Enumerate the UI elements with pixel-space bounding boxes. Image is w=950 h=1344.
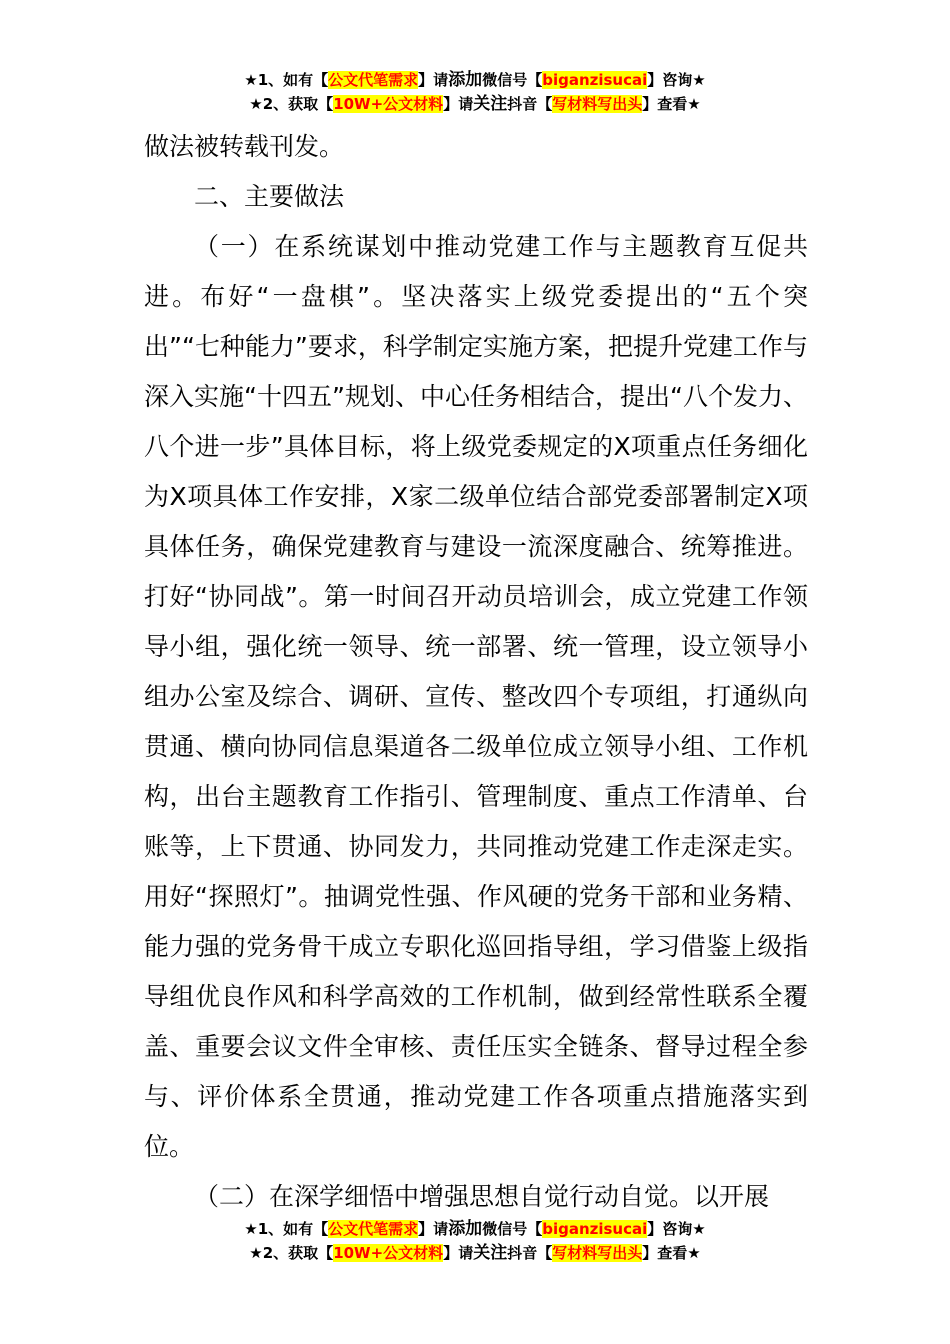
banner-text: ★2、获取【 [249,95,334,113]
banner-text: 微信号【 [482,1220,543,1238]
banner-text: ★1、如有【 [244,1220,329,1238]
banner-highlight: 10W+公文材料 [333,95,444,113]
banner-text: 】请 [418,1220,449,1238]
banner-line-1 [0,68,950,92]
banner-highlight: biganzisucai [542,1220,648,1238]
banner-highlight: 写材料写出头 [552,95,643,113]
banner-highlight: 10W+公文材料 [333,1244,444,1262]
banner-highlight: 公文代笔需求 [328,71,419,89]
banner-text: 】查看★ [642,1244,701,1262]
banner-line-2 [0,1241,950,1265]
banner-line-2 [0,92,950,116]
banner-text: 】咨询★ [647,1220,706,1238]
footer-banner [0,1217,950,1265]
banner-text: 微信号【 [482,71,543,89]
banner-text: 】请 [443,95,474,113]
banner-line-1 [0,1217,950,1241]
banner-highlight: biganzisucai [542,71,648,89]
banner-highlight: 公文代笔需求 [328,1220,419,1238]
banner-text: 抖音【 [507,95,553,113]
paragraph-section-2: （二）在深学细悟中增强思想自觉行动自觉。以开展 [194,1182,770,1211]
banner-text: ★2、获取【 [249,1244,334,1262]
banner-text: 抖音【 [507,1244,553,1262]
banner-text: 】请 [418,71,449,89]
header-banner [0,68,950,116]
paragraph-section-1: （一）在系统谋划中推动党建工作与主题教育互促共进。布好“一盘棋”。坚决落实上级党委提出的“五个突出”“七种能力”要求，科学制定实施方案，把提升党建工作与深入实施“十四五”规划、中心任务相结合，提出“八个发力、八个进一步”具体目标，将上级党委规定的X项重点任务细化为X项具体工作安排，X家二级单位结合部党委部署制定X项具体任务，确保党建教育与建设一流深度融合、统筹推进。打好“协同战”。第一时间召开动员培训会，成立党建工作领导小组，强化统一领导、统一部署、统一管理，设立领导小组办公室及综合、调研、宣传、整改四个专项组，打通纵向贯通、横向协同信息渠道各二级单位成立领导小组、工作机构，出台主题教育工作指引、管理制度、重点工作清单、台账等，上下贯通、协同发力，共同推动党建工作走深走实。用好“探照灯”。抽调党性强、作风硬的党务干部和业务精、能力强的党务骨干成立专职化巡回指导组，学习借鉴上级指导组优良作风和科学高效的工作机制，做到经常性联系全覆盖、重要会议文件全审核、责任压实全链条、督导过程全参与、评价体系全贯通，推动党建工作各项重点措施落实到位。 [144,232,808,1161]
banner-emphasis: 添加 [448,70,483,90]
banner-emphasis: 添加 [448,1219,483,1239]
paragraph-continued: 做法被转载刊发。 [144,132,345,161]
banner-emphasis: 关注 [473,1243,508,1263]
banner-highlight: 写材料写出头 [552,1244,643,1262]
banner-text: 】咨询★ [647,71,706,89]
section-heading: 二、主要做法 [194,182,345,211]
document-body [144,122,808,1222]
banner-text: 】查看★ [642,95,701,113]
banner-text: 】请 [443,1244,474,1262]
banner-emphasis: 关注 [473,94,508,114]
banner-text: ★1、如有【 [244,71,329,89]
